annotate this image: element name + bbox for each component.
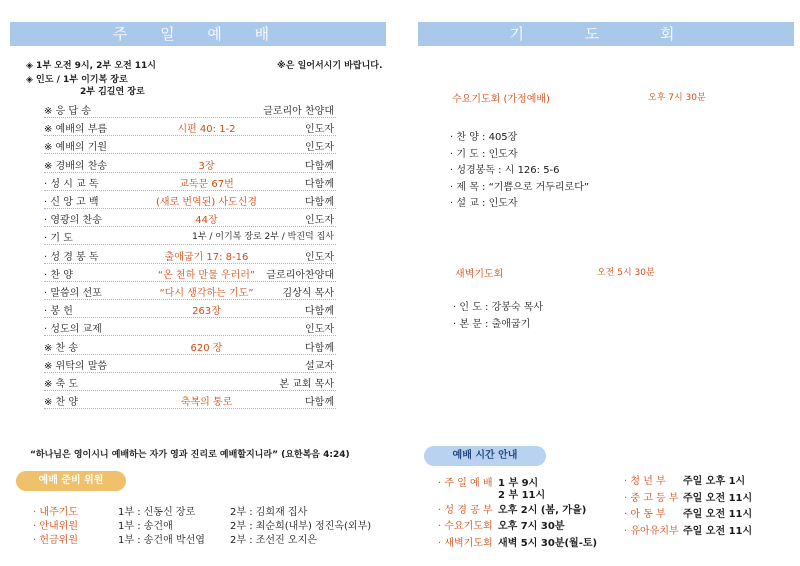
order-item-leader: 인도자: [305, 215, 334, 227]
order-item-detail: 축복의 통로: [180, 397, 233, 409]
order-item-name: · 성 시 교 독: [44, 178, 99, 190]
dawn-prayer-title: 새벽기도회: [455, 269, 504, 280]
service-times: ◈ 1부 오전 9시, 2부 오전 11시: [26, 61, 157, 71]
order-item-leader: 인도자: [305, 124, 334, 136]
order-item-name: · 봉 헌: [44, 306, 73, 318]
order-item-name: ※ 찬 양: [44, 397, 79, 409]
prep-role: · 내주기도: [33, 507, 78, 518]
dawn-prayer-item: · 인 도 : 강봉숙 목사: [453, 302, 544, 313]
order-row: [44, 190, 336, 209]
order-item-leader: 글로리아 찬양대: [263, 106, 334, 117]
order-item-detail: “다시 생각하는 기도”: [159, 288, 254, 299]
order-item-name: · 신 앙 고 백: [44, 197, 99, 208]
order-row: [44, 336, 336, 355]
dawn-prayer-time: 오전 5시 30분: [597, 268, 655, 278]
order-row: [44, 281, 336, 300]
order-item-leader: 다함께: [305, 160, 334, 172]
sunday-service-header: 주 일 예 배: [10, 22, 386, 46]
dawn-prayer-item: · 본 문 : 출애굽기: [453, 319, 531, 330]
order-item-leader: 설교자: [305, 360, 334, 372]
order-row: [44, 354, 336, 373]
order-item-name: ※ 응 답 송: [44, 106, 91, 117]
order-item-leader: 인도자: [305, 324, 334, 336]
order-item-detail: 263장: [192, 306, 221, 318]
order-item-leader: 인도자: [305, 142, 334, 154]
prep-committee-title: 예배 준비 위원: [16, 471, 126, 491]
order-item-leader: 다함께: [305, 306, 334, 318]
schedule-label: · 유아유치부: [624, 525, 679, 537]
order-row: [44, 245, 336, 264]
scripture-verse: “하나님은 영이시니 예배하는 자가 영과 진리로 예배할지니라” (요한복음 4:24): [30, 450, 350, 460]
order-item-leader: 인도자: [305, 251, 334, 263]
order-item-detail: 시편 40: 1-2: [177, 124, 236, 136]
prep-first-service: 1부 : 신동신 장로: [118, 507, 196, 518]
leader-line-2: 2부 김길연 장로: [80, 87, 145, 97]
prep-second-service: 2부 : 조선진 오지은: [230, 535, 317, 546]
order-item-name: ※ 축 도: [44, 379, 79, 390]
order-row: [44, 390, 336, 409]
wed-prayer-item: · 찬 양 : 405장: [450, 132, 518, 143]
prep-role: · 헌금위원: [33, 535, 78, 546]
order-item-detail: “온 천하 만물 우러러”: [157, 269, 256, 281]
order-item-name: ※ 예배의 부름: [44, 124, 108, 136]
order-item-leader: 김상식 목사: [282, 288, 334, 299]
order-item-detail: (새로 번역된) 사도신경: [155, 197, 258, 208]
schedule-label: · 아 동 부: [624, 509, 666, 520]
order-item-detail: 44장: [195, 215, 218, 227]
order-item-leader: 본 교회 목사: [279, 379, 334, 390]
order-item-name: ※ 경배의 찬송: [44, 160, 108, 172]
schedule-time: 오후 7시 30분: [498, 521, 565, 532]
schedule-time: 주일 오후 1시: [683, 476, 746, 487]
stand-note: ※은 일어서시기 바랍니다.: [277, 61, 383, 71]
order-item-name: · 성도의 교제: [44, 324, 102, 336]
order-item-detail: 교독문 67번: [179, 178, 234, 190]
schedule-time: 주일 오전 11시: [683, 492, 753, 504]
schedule-label: · 청 년 부: [624, 476, 666, 487]
order-item-detail: 3장: [198, 160, 215, 172]
order-row: [44, 99, 336, 118]
schedule-time: 새벽 5시 30분(월-토): [498, 538, 598, 549]
order-item-name: · 기 도: [44, 233, 73, 245]
order-row: [44, 172, 336, 191]
order-item-leader: 다함께: [305, 178, 334, 190]
order-item-leader: 글로리아찬양대: [266, 269, 334, 281]
prayer-meeting-header: 기 도 회: [418, 22, 794, 46]
order-item-detail: 620 장: [190, 342, 223, 354]
order-row: [44, 226, 336, 245]
leader-line-1: ◈ 인도 / 1부 이기복 장로: [26, 75, 128, 85]
order-row: [44, 154, 336, 173]
schedule-time: 2 부 11시: [498, 490, 546, 501]
order-item-name: ※ 위탁의 말씀: [44, 360, 108, 372]
order-row: [44, 263, 336, 282]
wed-prayer-time: 오후 7시 30분: [648, 93, 706, 103]
order-row: [44, 299, 336, 318]
order-row: [44, 135, 336, 154]
schedule-time: 주일 오전 11시: [683, 509, 753, 520]
wed-prayer-item: · 설 교 : 인도자: [450, 198, 518, 209]
order-row: [44, 372, 336, 391]
schedule-label: · 수요기도회: [438, 521, 493, 532]
schedule-label: · 성 경 공 부: [438, 505, 493, 516]
order-row: [44, 317, 336, 336]
schedule-label: · 새벽기도회: [438, 538, 493, 549]
order-item-leader: 1부 / 이기복 장로 2부 / 박진덕 집사: [192, 232, 334, 243]
order-item-leader: 다함께: [305, 397, 334, 409]
order-item-name: ※ 예배의 기원: [44, 142, 108, 154]
order-item-leader: 다함께: [305, 342, 334, 354]
order-item-leader: 다함께: [305, 197, 334, 208]
order-item-name: ※ 찬 송: [44, 342, 79, 354]
schedule-label: · 중 고 등 부: [624, 492, 679, 504]
order-row: [44, 117, 336, 136]
schedule-time: 주일 오전 11시: [683, 525, 753, 537]
prep-first-service: 1부 : 송건애 박선엽: [118, 535, 205, 546]
prep-first-service: 1부 : 송건애: [118, 521, 173, 532]
order-item-name: · 말씀의 선포: [44, 288, 102, 299]
wed-prayer-title: 수요기도회 (가정예배): [452, 94, 550, 105]
order-item-name: · 성 경 봉 독: [44, 251, 99, 263]
wed-prayer-item: · 기 도 : 인도자: [450, 148, 518, 160]
schedule-label: · 주 일 예 배: [438, 478, 493, 489]
order-row: [44, 208, 336, 227]
order-item-detail: 출애굽기 17: 8-16: [164, 251, 249, 263]
schedule-title: 예배 시간 안내: [424, 446, 546, 466]
prep-second-service: 2부 : 최순희(내부) 정진옥(외부): [230, 521, 372, 532]
schedule-time: 오후 2시 (봄, 가을): [498, 505, 587, 516]
prep-second-service: 2부 : 김희재 집사: [230, 507, 308, 518]
prep-role: · 안내위원: [33, 521, 78, 532]
order-item-name: · 영광의 찬송: [44, 215, 102, 227]
wed-prayer-item: · 제 목 : “기쁨으로 거두리로다”: [450, 181, 590, 193]
schedule-time: 1 부 9시: [498, 478, 539, 489]
order-item-name: · 찬 양: [44, 269, 73, 281]
wed-prayer-item: · 성경봉독 : 시 126: 5-6: [450, 165, 560, 176]
